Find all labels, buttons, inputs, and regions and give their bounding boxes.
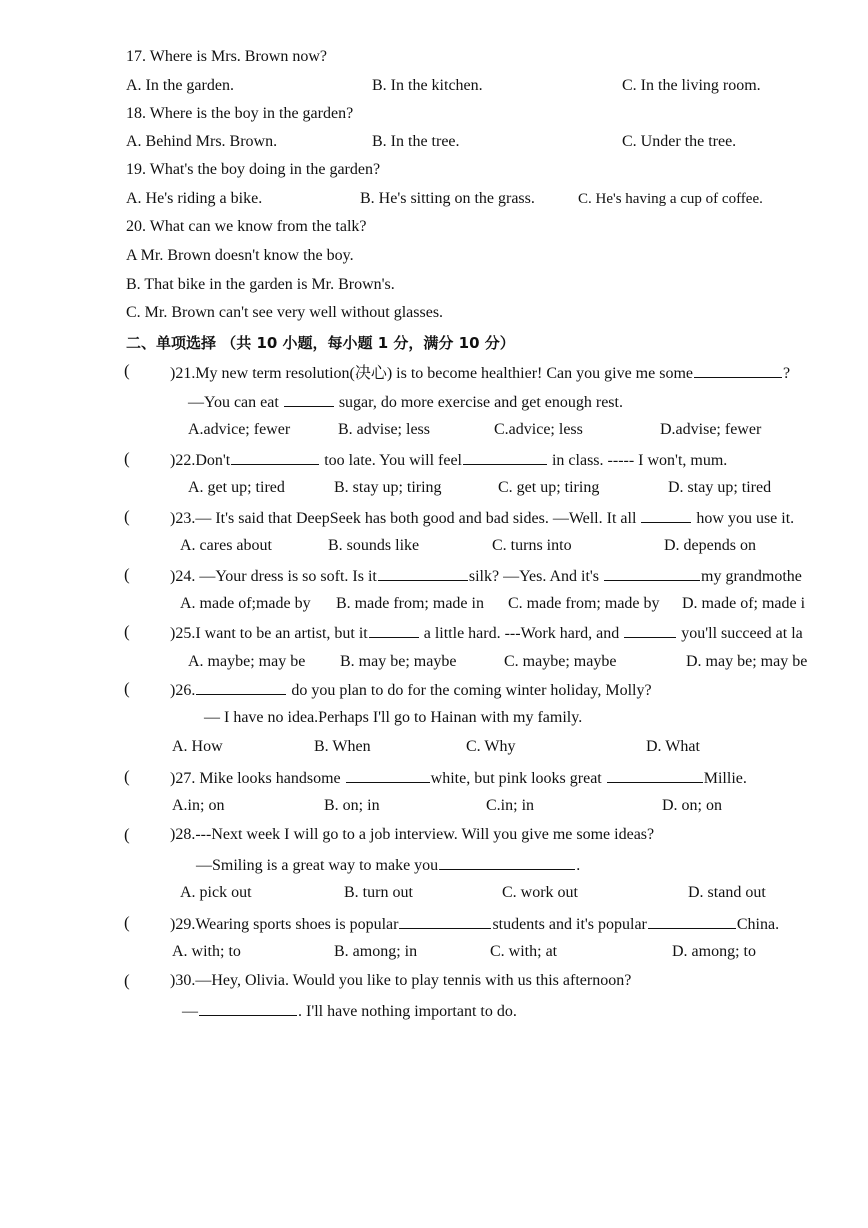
q22-text-1: )22.Don't: [170, 452, 231, 469]
q28-blank-1[interactable]: [439, 854, 575, 870]
question-28-line-1: )28.---Next week I will go to a job interview. Will you give me some ideas?: [170, 826, 655, 843]
q21-option-d: D.advise; fewer: [660, 421, 762, 438]
q27-option-d: D. on; on: [662, 797, 722, 814]
q18-option-a: A. Behind Mrs. Brown.: [126, 133, 278, 150]
q27-text-3: Millie.: [703, 770, 747, 787]
q29-text-2: students and it's popular: [492, 916, 647, 933]
q25-text-1: )25.I want to be an artist, but it: [170, 625, 368, 642]
q25-option-b: B. may be; maybe: [340, 653, 457, 670]
answer-paren-25: (: [124, 622, 130, 641]
q26-option-d: D. What: [646, 738, 700, 755]
q25-blank-2[interactable]: [624, 622, 676, 638]
q22-text-2: too late. You will feel: [324, 452, 462, 469]
q21-text-1: )21.My new term resolution(决心) is to become healthier! Can you give me some: [170, 365, 693, 382]
q21-text-2: ?: [783, 365, 791, 382]
q26-option-c: C. Why: [466, 738, 516, 755]
q27-option-a: A.in; on: [172, 797, 225, 814]
question-29-line: [170, 913, 779, 933]
question-24-line: [170, 565, 818, 585]
q29-blank-1[interactable]: [399, 913, 491, 929]
q24-text-3: my grandmothe: [701, 568, 802, 585]
answer-paren-24: (: [124, 565, 130, 584]
question-30-line-2: [182, 1000, 517, 1020]
q20-option-a: A Mr. Brown doesn't know the boy.: [126, 247, 354, 264]
q26-blank-1[interactable]: [196, 679, 286, 695]
q27-blank-2[interactable]: [607, 767, 703, 783]
q25-text-2: a little hard. ---Work hard, and: [423, 625, 620, 642]
q29-option-d: D. among; to: [672, 943, 756, 960]
q19-option-c: C. He's having a cup of coffee.: [578, 191, 763, 207]
answer-paren-21: (: [124, 361, 130, 380]
question-20-stem: 20. What can we know from the talk?: [126, 218, 367, 235]
q20-option-b: B. That bike in the garden is Mr. Brown's.: [126, 276, 395, 293]
q23-text-1: )23.— It's said that DeepSeek has both good and bad sides. —Well. It all: [170, 510, 637, 527]
question-30-line-1: )30.—Hey, Olivia. Would you like to play tennis with us this afternoon?: [170, 972, 632, 989]
q29-option-a: A. with; to: [172, 943, 241, 960]
q28-option-b: B. turn out: [344, 884, 413, 901]
q23-option-a: A. cares about: [180, 537, 272, 554]
question-21-line-1: [170, 362, 790, 382]
answer-paren-29: (: [124, 913, 130, 932]
q17-option-b: B. In the kitchen.: [372, 77, 483, 94]
answer-paren-27: (: [124, 767, 130, 786]
question-21-line-2: [188, 391, 623, 411]
q30-blank-1[interactable]: [199, 1000, 297, 1016]
q29-text-1: )29.Wearing sports shoes is popular: [170, 916, 399, 933]
q30-text-2: . I'll have nothing important to do.: [298, 1003, 517, 1020]
q22-option-a: A. get up; tired: [188, 479, 285, 496]
answer-paren-30: (: [124, 971, 130, 990]
q29-option-c: C. with; at: [490, 943, 558, 960]
q17-option-a: A. In the garden.: [126, 77, 234, 94]
question-18-stem: 18. Where is the boy in the garden?: [126, 105, 354, 122]
q24-option-a: A. made of;made by: [180, 595, 311, 612]
question-26-line-2: — I have no idea.Perhaps I'll go to Hainan with my family.: [204, 709, 583, 726]
question-23-line: [170, 507, 794, 527]
q27-blank-1[interactable]: [346, 767, 430, 783]
q24-option-c: C. made from; made by: [508, 595, 660, 612]
question-22-line: [170, 449, 727, 469]
q29-option-b: B. among; in: [334, 943, 418, 960]
q21-option-b: B. advise; less: [338, 421, 430, 438]
q24-text-1: )24. —Your dress is so soft. Is it: [170, 568, 377, 585]
q19-option-b: B. He's sitting on the grass.: [360, 190, 535, 207]
q26-text-1: )26.: [170, 682, 196, 699]
q24-blank-2[interactable]: [604, 565, 700, 581]
q17-option-c: C. In the living room.: [622, 77, 761, 94]
question-17-stem: 17. Where is Mrs. Brown now?: [126, 48, 328, 65]
q27-text-1: )27. Mike looks handsome: [170, 770, 341, 787]
q21-blank-2[interactable]: [284, 391, 334, 407]
q18-option-b: B. In the tree.: [372, 133, 460, 150]
q25-text-3: you'll succeed at la: [681, 625, 803, 642]
q24-option-d: D. made of; made i: [682, 595, 806, 612]
q23-option-b: B. sounds like: [328, 537, 420, 554]
q20-option-c: C. Mr. Brown can't see very well without glasses.: [126, 304, 444, 321]
q27-text-2: white, but pink looks great: [430, 770, 602, 787]
section-2-heading: 二、单项选择 （共 10 小题，每小题 1 分，满分 10 分）: [126, 334, 515, 352]
q30-text-1: —: [182, 1003, 198, 1020]
q22-option-c: C. get up; tiring: [498, 479, 600, 496]
q27-option-b: B. on; in: [324, 797, 380, 814]
q18-option-c: C. Under the tree.: [622, 133, 737, 150]
answer-paren-23: (: [124, 507, 130, 526]
q28-option-d: D. stand out: [688, 884, 766, 901]
q28-option-a: A. pick out: [180, 884, 252, 901]
q21-text-3: —You can eat: [188, 394, 279, 411]
q25-blank-1[interactable]: [369, 622, 419, 638]
q26-option-b: B. When: [314, 738, 371, 755]
q23-text-2: how you use it.: [696, 510, 795, 527]
q25-option-d: D. may be; may be: [686, 653, 808, 670]
answer-paren-28: (: [124, 825, 130, 844]
q19-option-a: A. He's riding a bike.: [126, 190, 263, 207]
answer-paren-26: (: [124, 679, 130, 698]
q26-option-a: A. How: [172, 738, 223, 755]
question-27-line: [170, 767, 747, 787]
q23-option-d: D. depends on: [664, 537, 756, 554]
q21-text-4: sugar, do more exercise and get enough rest.: [338, 394, 623, 411]
q23-blank-1[interactable]: [641, 507, 691, 523]
question-25-line: [170, 622, 818, 642]
question-26-line-1: [170, 679, 652, 699]
q27-option-c: C.in; in: [486, 797, 535, 814]
q22-option-d: D. stay up; tired: [668, 479, 772, 496]
q21-option-a: A.advice; fewer: [188, 421, 291, 438]
q21-option-c: C.advice; less: [494, 421, 583, 438]
q25-option-a: A. maybe; may be: [188, 653, 306, 670]
q25-option-c: C. maybe; maybe: [504, 653, 617, 670]
q22-blank-1[interactable]: [231, 449, 319, 465]
q24-option-b: B. made from; made in: [336, 595, 484, 612]
q28-text-1: —Smiling is a great way to make you: [196, 857, 439, 874]
answer-paren-22: (: [124, 449, 130, 468]
q29-blank-2[interactable]: [648, 913, 736, 929]
q29-text-3: China.: [736, 916, 780, 933]
q24-blank-1[interactable]: [378, 565, 468, 581]
q28-option-c: C. work out: [502, 884, 578, 901]
q22-text-3: in class. ----- I won't, mum.: [551, 452, 728, 469]
q28-text-2: .: [576, 857, 581, 874]
q23-option-c: C. turns into: [492, 537, 572, 554]
q21-blank-1[interactable]: [694, 362, 782, 378]
q24-text-2: silk? —Yes. And it's: [468, 568, 600, 585]
q26-text-2: do you plan to do for the coming winter holiday, Molly?: [291, 682, 652, 699]
q22-option-b: B. stay up; tiring: [334, 479, 442, 496]
question-19-stem: 19. What's the boy doing in the garden?: [126, 161, 381, 178]
q22-blank-2[interactable]: [463, 449, 547, 465]
question-28-line-2: [196, 854, 580, 874]
